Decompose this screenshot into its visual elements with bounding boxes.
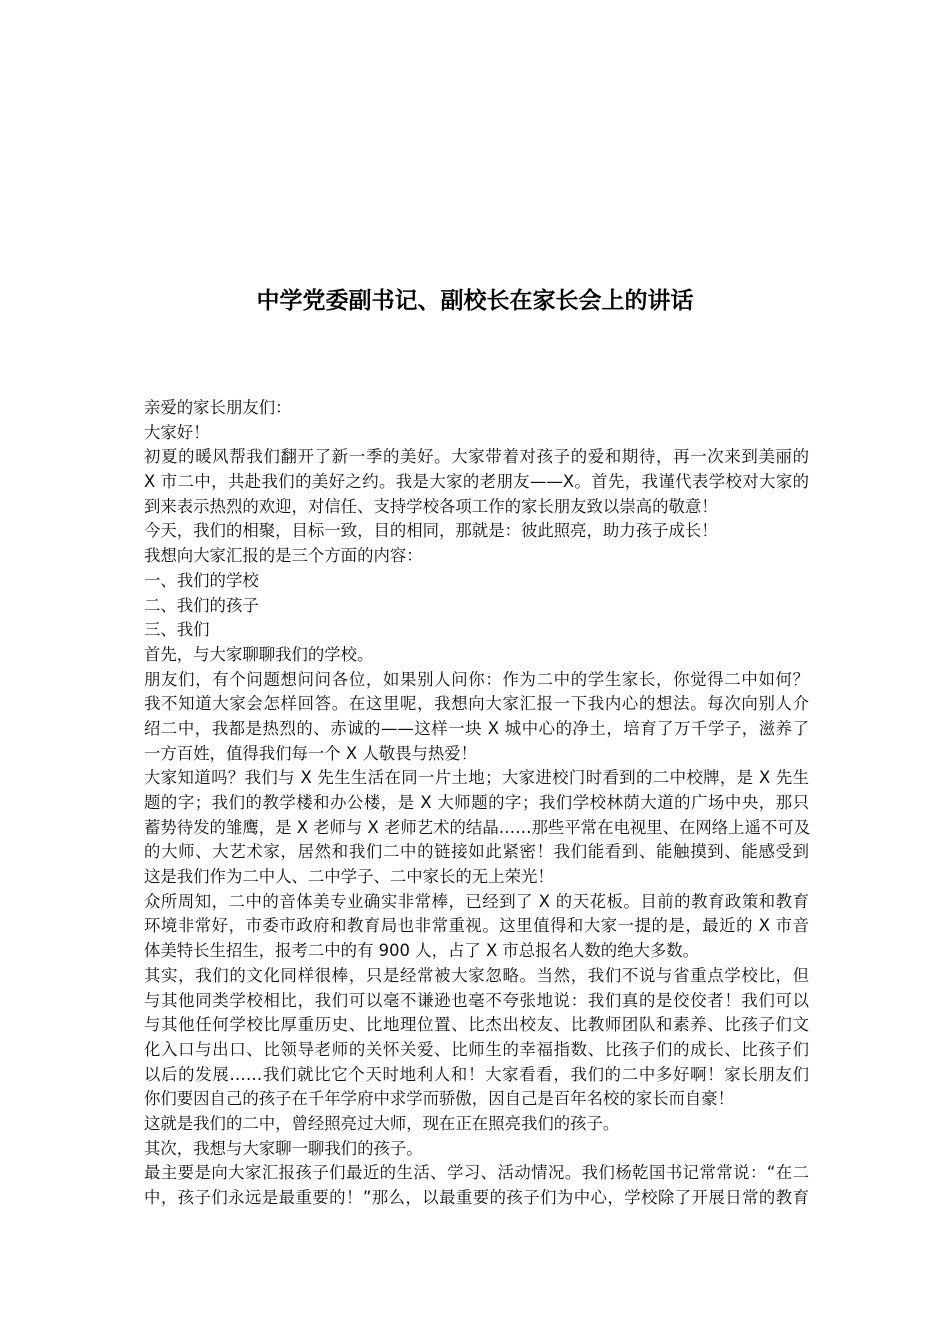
text-line: 大家好！ (144, 422, 210, 442)
text-line: 题的字；我们的教学楼和办公楼，是 X 大师题的字；我们学校林荫大道的广场中央，那只 (144, 793, 809, 812)
text-line: 今天，我们的相聚，目标一致，目的相同，那就是：彼此照亮，助力孩子成长！ (144, 521, 718, 541)
paragraph (144, 569, 809, 594)
text-line: 绍二中，我都是热烈的、赤诚的——这样一块 X 城中心的净土，培育了万千学子，滋养了 (144, 718, 809, 738)
text-line: 一、我们的学校 (144, 570, 259, 590)
text-line: 以后的发展……我们就比它个天时地利人和！大家看看，我们的二中多好啊！家长朋友们 (144, 1064, 809, 1084)
paragraph (144, 1161, 809, 1210)
text-line: 到来表示热烈的欢迎，对信任、支持学校各项工作的家长朋友致以崇高的敬意！ (144, 496, 718, 516)
text-line: 我不知道大家会怎样回答。在这里呢，我想向大家汇报一下我内心的想法。每次向别人介 (144, 694, 809, 714)
document-title: 中学党委副书记、副校长在家长会上的讲话 (256, 288, 694, 314)
text-line: 这就是我们的二中，曾经照亮过大师，现在正在照亮我们的孩子。 (144, 1113, 620, 1133)
text-line: 一方百姓，值得我们每一个 X 人敬畏与热爱！ (144, 743, 478, 763)
text-line: 大家知道吗？我们与 X 先生生活在同一片土地；大家进校门时看到的二中校牌，是 X 先生 (144, 768, 809, 788)
paragraph (144, 594, 809, 619)
text-line: 初夏的暖风帮我们翻开了新一季的美好。大家带着对孩子的爱和期待，再一次来到美丽的 (144, 447, 809, 467)
text-line: 其实，我们的文化同样很棒，只是经常被大家忽略。当然，我们不说与省重点学校比，但 (144, 965, 809, 985)
paragraph (144, 964, 809, 1112)
text-line: X 市二中，共赴我们的美好之约。我是大家的老朋友——X。首先，我谨代表学校对大家的 (144, 472, 809, 492)
paragraph (144, 544, 809, 569)
paragraph (144, 766, 809, 889)
text-line: 亲爱的家长朋友们： (144, 398, 292, 417)
paragraph (144, 643, 809, 668)
text-line: 三、我们 (144, 620, 210, 640)
paragraph (144, 618, 809, 643)
text-line: 蓄势待发的雏鹰，是 X 老师与 X 老师艺术的结晶……那些平常在电视里、在网络上遥不可及 (144, 817, 811, 837)
text-line: 体美特长生招生，报考二中的有 900 人，占了 X 市总报名人数的绝大多数。 (144, 941, 700, 961)
text-line: 化入口与出口、比领导老师的关怀关爱、比师生的幸福指数、比孩子们的成长、比孩子们 (144, 1039, 809, 1059)
text-line: 与其他同类学校相比，我们可以毫不谦逊也毫不夸张地说：我们真的是佼佼者！我们可以 (144, 990, 809, 1010)
text-line: 你们要因自己的孩子在千年学府中求学而骄傲，因自己是百年名校的家长而自豪！ (144, 1089, 735, 1109)
paragraph (144, 396, 809, 421)
text-line: 二、我们的孩子 (144, 595, 259, 615)
text-line: 的大师、大艺术家，居然和我们二中的链接如此紧密！我们能看到、能触摸到、能感受到 (144, 842, 809, 862)
paragraph (144, 1112, 809, 1137)
document-body (144, 396, 809, 1211)
text-line: 环境非常好，市委市政府和教育局也非常重视。这里值得和大家一提的是，最近的 X 市音 (144, 916, 809, 936)
paragraph (144, 445, 809, 519)
paragraph (144, 1137, 809, 1162)
paragraph (144, 890, 809, 964)
text-line: 朋友们，有个问题想问问各位，如果别人问你：作为二中的学生家长，你觉得二中如何？ (144, 669, 809, 689)
text-line: 中，孩子们永远是最重要的！”那么，以最重要的孩子们为中心，学校除了开展日常的教育 (144, 1188, 809, 1207)
text-line: 我想向大家汇报的是三个方面的内容： (144, 546, 423, 566)
paragraph (144, 421, 809, 446)
text-line: 与其他任何学校比厚重历史、比地理位置、比杰出校友、比教师团队和素养、比孩子们文 (144, 1015, 809, 1035)
text-line: 首先，与大家聊聊我们的学校。 (144, 644, 374, 664)
text-line: 众所周知，二中的音体美专业确实非常棒，已经到了 X 的天花板。目前的教育政策和教育 (144, 891, 809, 911)
paragraph (144, 668, 809, 767)
text-line: 这是我们作为二中人、二中学子、二中家长的无上荣光！ (144, 867, 554, 887)
paragraph (144, 519, 809, 544)
text-line: 其次，我想与大家聊一聊我们的孩子。 (144, 1138, 423, 1158)
text-line: 最主要是向大家汇报孩子们最近的生活、学习、活动情况。我们杨乾国书记常常说：“在二 (144, 1163, 809, 1183)
